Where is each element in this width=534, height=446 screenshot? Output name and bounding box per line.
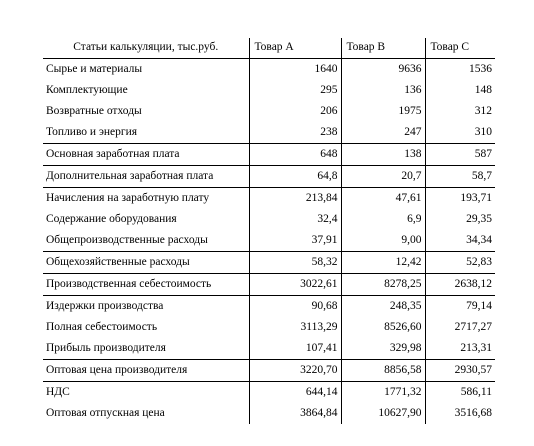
value-product-c: 586,11 [425,382,495,404]
row-label: НДС [43,382,249,404]
table-row [43,209,495,230]
header-cost-items: Статьи калькуляции, тыс.руб. [43,38,249,59]
header-product-b: Товар В [341,38,425,59]
row-label: Сырье и материалы [43,59,249,81]
value-product-c: 312 [474,104,492,117]
value-product-b: 8278,25 [341,274,425,296]
value-product-c: 79,14 [425,296,495,318]
row-label: Основная заработная плата [43,144,249,166]
value-product-b: 136 [341,80,425,101]
row-label: Оптовая отпускная цена [43,403,249,424]
value-product-a: 32,4 [249,209,341,230]
row-label: Издержки производства [43,296,249,318]
header-product-c: Товар С [425,38,495,59]
value-product-b: 9,00 [341,230,425,252]
table-row [43,59,495,81]
row-label: Оптовая цена производителя [43,360,249,382]
row-label: Содержание оборудования [43,209,249,230]
value-product-a: 644,14 [249,382,341,404]
table-row [43,317,495,338]
value-product-c: 213,31 [460,341,492,354]
value-product-b: 12,42 [341,252,425,274]
value-product-c: 29,35 [466,212,492,225]
table-row [43,166,495,188]
value-product-c: 310 [474,125,492,138]
row-label: Общехозяйственные расходы [43,252,249,274]
value-product-c: 2638,12 [425,274,495,296]
value-product-c: 1536 [469,62,492,75]
value-product-b: 248,35 [341,296,425,318]
value-product-a: 238 [249,122,341,144]
table-row [43,122,495,144]
value-product-a: 90,68 [249,296,341,318]
table-row [43,274,495,296]
value-product-b: 10627,90 [341,403,425,424]
value-product-b: 6,9 [341,209,425,230]
table-row [43,338,495,360]
value-product-a: 213,84 [249,188,341,210]
row-label: Полная себестоимость [43,317,249,338]
value-product-c: 58,7 [425,166,495,188]
row-label: Комплектующие [43,80,249,101]
row-label: Топливо и энергия [43,122,249,144]
value-product-a: 3022,61 [249,274,341,296]
table-row [43,144,495,166]
value-product-b: 20,7 [341,166,425,188]
value-product-a: 58,32 [249,252,341,274]
table-row [43,80,495,101]
value-product-a: 64,8 [249,166,341,188]
row-label: Производственная себестоимость [43,274,249,296]
value-product-a: 295 [249,80,341,101]
row-label: Начисления на заработную плату [43,188,249,210]
value-product-a: 648 [249,144,341,166]
value-product-b: 47,61 [341,188,425,210]
value-product-a: 3864,84 [249,403,341,424]
value-product-c: 193,71 [425,188,495,210]
value-product-a: 3220,70 [249,360,341,382]
header-row [43,38,495,59]
value-product-c: 34,34 [466,233,492,246]
row-label: Дополнительная заработная плата [43,166,249,188]
table-row [43,188,495,210]
value-product-a: 3113,29 [249,317,341,338]
row-label: Прибыль производителя [43,338,249,360]
value-product-b: 138 [341,144,425,166]
value-product-b: 1975 [341,101,425,122]
value-product-c: 52,83 [425,252,495,274]
value-product-c: 2930,57 [425,360,495,382]
value-product-a: 206 [249,101,341,122]
header-product-a: Товар А [249,38,341,59]
table-row [43,101,495,122]
value-product-c: 2717,27 [454,320,492,333]
value-product-b: 8856,58 [341,360,425,382]
value-product-b: 9636 [341,59,425,81]
calculation-table [43,38,495,424]
value-product-a: 107,41 [249,338,341,360]
table-row [43,382,495,404]
table-row [43,252,495,274]
value-product-b: 329,98 [341,338,425,360]
value-product-c: 587 [425,144,495,166]
value-product-a: 1640 [249,59,341,81]
row-label: Возвратные отходы [43,101,249,122]
value-product-c: 148 [474,83,492,96]
table-row [43,230,495,252]
value-product-a: 37,91 [249,230,341,252]
table-row [43,360,495,382]
value-product-b: 8526,60 [341,317,425,338]
value-product-b: 247 [341,122,425,144]
value-product-b: 1771,32 [341,382,425,404]
row-label: Общепроизводственные расходы [43,230,249,252]
table-row [43,296,495,318]
value-product-c: 3516,68 [454,406,492,419]
table-row [43,403,495,424]
